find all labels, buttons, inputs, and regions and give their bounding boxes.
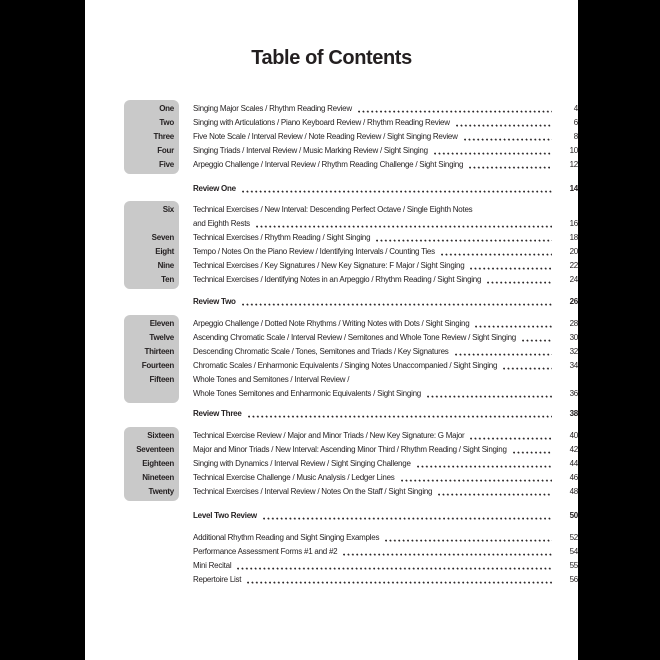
left-black-bar [0,0,85,660]
toc-entry-text: Technical Exercise Review / Major and Minor Triads / New Key Signature: G Major [193,431,465,440]
toc-entry [193,116,578,130]
toc-entry-text: and Eighth Rests [193,219,250,228]
unit-entries [193,315,578,403]
dotted-leader [456,123,552,127]
unit-label-box [124,100,179,174]
page-number: 55 [569,561,578,570]
toc-entry [193,130,578,144]
unit-group [124,201,578,289]
review-title: Review Two [193,297,236,306]
toc-entry-line [193,217,578,231]
toc-entry-line [193,331,578,345]
unit-label: Eleven [149,319,174,328]
toc-entry-text: Singing Triads / Interval Review / Music Marking Review / Sight Singing [193,146,428,155]
dotted-leader [503,366,552,370]
unit-label: Nineteen [142,473,174,482]
toc-entry [193,443,578,457]
review-entry [193,295,578,309]
dotted-leader [513,450,552,454]
page-title: Table of Contents [251,47,412,69]
dotted-leader [263,516,552,520]
toc-entry [193,573,578,587]
toc-entry-line [193,545,578,559]
page-number: 34 [569,361,578,370]
page-number: 14 [569,184,578,193]
toc-entry [193,471,578,485]
page-number: 40 [569,431,578,440]
toc-entry-line [193,443,578,457]
unit-label: Seven [151,233,174,242]
toc-entry-line [193,158,578,172]
toc-entry [193,359,578,373]
toc-entry-text: Technical Exercise Challenge / Music Analysis / Ledger Lines [193,473,395,482]
toc-entry-text: Five Note Scale / Interval Review / Note Reading Review / Sight Singing Review [193,132,458,141]
page-number: 50 [569,511,578,520]
review-entry [193,407,578,421]
unit-label: Six [162,205,174,214]
dotted-leader [434,151,552,155]
page-number: 20 [569,247,578,256]
toc-entry-line [193,559,578,573]
toc-entry [193,429,578,443]
toc-entry [193,345,578,359]
unit-label: Eight [155,247,174,256]
toc-entry [193,102,578,116]
page-number: 28 [569,319,578,328]
toc-entry-text: Mini Recital [193,561,232,570]
toc-entry-line [193,259,578,273]
page-number: 44 [569,459,578,468]
toc-entry-text: Major and Minor Triads / New Interval: Ascending Minor Third / Rhythm Reading / Sight Singing [193,445,507,454]
toc-entry-line [193,273,578,287]
unit-label-box [124,201,179,289]
dotted-leader [469,165,552,169]
toc-entry [193,457,578,471]
dotted-leader [376,238,552,242]
dotted-leader [475,324,552,328]
toc-entry [193,273,578,287]
unit-label: Thirteen [144,347,174,356]
toc-entry-text: Technical Exercises / Identifying Notes in an Arpeggio / Rhythm Reading / Sight Singing [193,275,482,284]
unit-label: Sixteen [147,431,174,440]
page-number: 8 [573,132,578,141]
page-number: 22 [569,261,578,270]
page-number: 36 [569,389,578,398]
unit-label-box [124,427,179,501]
dotted-leader [470,266,552,270]
unit-label: Three [153,132,174,141]
toc-entry [193,245,578,259]
unit-label: Eighteen [142,459,174,468]
toc-entry-line [193,531,578,545]
toc-entry-line [193,102,578,116]
toc-entry-text: Arpeggio Challenge / Dotted Note Rhythms / Writing Notes with Dots / Sight Singing [193,319,470,328]
page-number: 54 [569,547,578,556]
toc-entry [193,331,578,345]
review-entry [193,182,578,196]
page-number: 56 [569,575,578,584]
unit-label: Fifteen [149,375,174,384]
table-of-contents [85,100,578,587]
toc-entry-text: Technical Exercises / Rhythm Reading / Sight Singing [193,233,371,242]
dotted-leader [385,538,552,542]
dotted-leader [343,552,552,556]
dotted-leader [522,338,552,342]
toc-entry-text: Technical Exercises / Interval Review / Notes On the Staff / Sight Singing [193,487,433,496]
toc-entry-text: Singing Major Scales / Rhythm Reading Review [193,104,352,113]
toc-entry-line [193,116,578,130]
page-number: 32 [569,347,578,356]
review-title: Review One [193,184,236,193]
page-number: 26 [569,297,578,306]
page-number: 38 [569,409,578,418]
unit-group [124,427,578,501]
toc-entry [193,531,578,545]
dotted-leader [242,189,552,193]
page-number: 6 [573,118,578,127]
dotted-leader [427,394,552,398]
toc-entry-text: Repertoire List [193,575,242,584]
book-page [85,0,578,660]
toc-entry-text: Chromatic Scales / Enharmonic Equivalents / Singing Notes Unaccompanied / Sight Singing [193,361,498,370]
page-number: 42 [569,445,578,454]
dotted-leader [248,414,552,418]
unit-label: Twelve [149,333,174,342]
unit-label: Ten [161,275,174,284]
dotted-leader [256,224,552,228]
toc-entry-text: Singing with Dynamics / Interval Review / Sight Singing Challenge [193,459,411,468]
toc-entry [193,203,578,231]
toc-entry [193,259,578,273]
dotted-leader [441,252,552,256]
toc-entry-text: Descending Chromatic Scale / Tones, Semitones and Triads / Key Signatures [193,347,449,356]
toc-entry-text: Technical Exercises / New Interval: Descending Perfect Octave / Single Eighth Notes [193,205,473,214]
toc-entry-line [193,573,578,587]
toc-entry-text: Tempo / Notes On the Piano Review / Identifying Intervals / Counting Ties [193,247,435,256]
toc-entry-line [193,429,578,443]
dotted-leader [455,352,552,356]
unit-label: Two [159,118,174,127]
toc-entry-text: Singing with Articulations / Piano Keyboard Review / Rhythm Reading Review [193,118,450,127]
page-number: 52 [569,533,578,542]
page-number: 24 [569,275,578,284]
dotted-leader [358,109,552,113]
toc-entry-text: Ascending Chromatic Scale / Interval Review / Semitones and Whole Tone Review / Sight Singing [193,333,516,342]
dotted-leader [242,302,552,306]
page-number: 46 [569,473,578,482]
toc-entry-line [193,387,578,401]
page-number: 12 [569,160,578,169]
toc-entry [193,373,578,401]
toc-entry-text: Whole Tones and Semitones / Interval Review / [193,375,350,384]
toc-entry [193,317,578,331]
unit-label: Twenty [148,487,174,496]
page-number: 10 [569,146,578,155]
page-number: 4 [573,104,578,113]
review-entry [193,509,578,523]
page-number: 48 [569,487,578,496]
unit-group [124,100,578,174]
toc-entry-line [193,130,578,144]
unit-entries [193,427,578,501]
dotted-leader [438,492,552,496]
toc-entry-line [193,245,578,259]
dotted-leader [247,580,552,584]
toc-entry-text: Additional Rhythm Reading and Sight Singing Examples [193,533,380,542]
toc-entry [193,485,578,499]
toc-entry-text: Performance Assessment Forms #1 and #2 [193,547,338,556]
unit-label: One [159,104,174,113]
dotted-leader [237,566,552,570]
unit-label: Four [157,146,174,155]
dotted-leader [487,280,552,284]
toc-entry-line [193,317,578,331]
unit-label: Fourteen [141,361,174,370]
toc-entry [193,559,578,573]
page-number: 18 [569,233,578,242]
unit-label: Five [158,160,174,169]
dotted-leader [470,436,552,440]
toc-entry-text: Whole Tones Semitones and Enharmonic Equivalents / Sight Singing [193,389,421,398]
toc-entry-line [193,457,578,471]
review-title: Level Two Review [193,511,257,520]
dotted-leader [464,137,552,141]
toc-entry-line [193,231,578,245]
page-number: 16 [569,219,578,228]
toc-entry-line [193,144,578,158]
unit-label: Nine [157,261,174,270]
unit-label-box [124,315,179,403]
unit-group [124,315,578,403]
review-title: Review Three [193,409,242,418]
dotted-leader [417,464,552,468]
right-black-bar [578,0,660,660]
toc-entry [193,545,578,559]
unit-label: Seventeen [136,445,174,454]
toc-entry [193,158,578,172]
toc-entry-line [193,345,578,359]
toc-entry [193,231,578,245]
page-number: 30 [569,333,578,342]
toc-entry-line [193,471,578,485]
toc-entry-line [193,359,578,373]
unit-entries [193,201,578,289]
dotted-leader [401,478,552,482]
toc-entry-text: Technical Exercises / Key Signatures / New Key Signature: F Major / Sight Singing [193,261,465,270]
toc-entry-text: Arpeggio Challenge / Interval Review / Rhythm Reading Challenge / Sight Singing [193,160,464,169]
toc-entry-line [193,485,578,499]
unit-entries [193,100,578,174]
toc-entry [193,144,578,158]
plain-entry-group [193,531,578,587]
